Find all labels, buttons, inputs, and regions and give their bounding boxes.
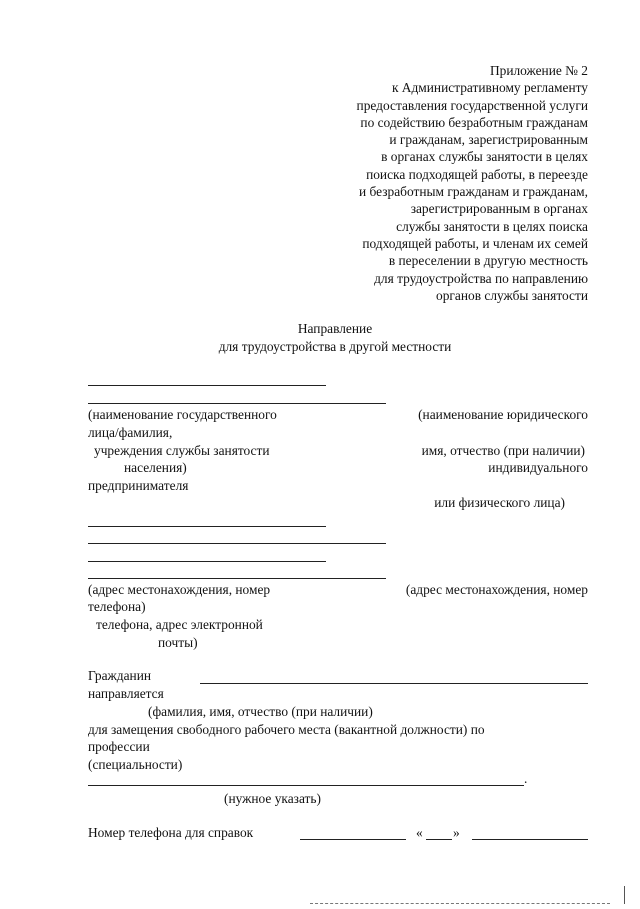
day-blank-line (426, 839, 452, 840)
period: . (524, 771, 528, 786)
citizen-label: Гражданин (88, 668, 152, 683)
address-blank-line (88, 578, 386, 579)
right-org-caption: (наименование юридического (418, 407, 588, 422)
right-address-caption: (адрес местонахождения, номер (405, 582, 588, 597)
left-org-blank-line (88, 385, 326, 386)
appendix-line: органов службы занятости (436, 287, 588, 303)
scan-edge-line (310, 903, 610, 904)
appendix-line: подходящей работы, и членам их семей (362, 235, 588, 251)
date-blank-line (472, 839, 588, 840)
left-address-caption: почты) (158, 635, 198, 650)
right-org-caption: индивидуального (488, 460, 588, 475)
purpose-text: для замещения свободного рабочего места (вакантной должности) по (88, 722, 485, 737)
hint-caption: (нужное указать) (224, 791, 321, 806)
address-blank-line (88, 526, 326, 527)
citizen-name-line (200, 683, 588, 684)
phone-label: Номер телефона для справок (88, 825, 254, 840)
appendix-line: к Административному регламенту (391, 80, 588, 96)
appendix-line: зарегистрированным в органах (410, 201, 588, 217)
phone-number-line (300, 839, 406, 840)
profession-label: профессии (88, 739, 150, 754)
address-blank-line (88, 561, 326, 562)
left-org-caption: населения) (124, 460, 187, 475)
left-address-caption: (адрес местонахождения, номер (88, 582, 271, 597)
appendix-line: предоставления государственной услуги (356, 97, 588, 113)
profession-line (88, 785, 524, 786)
quote-open: « (416, 825, 423, 840)
document-subtitle: для трудоустройства в другой местности (218, 339, 452, 354)
appendix-line: и безработным гражданам и гражданам, (358, 184, 588, 200)
left-address-caption: телефона, адрес электронной (96, 617, 263, 632)
directed-label: направляется (88, 686, 164, 701)
appendix-line: для трудоустройства по направлению (374, 270, 588, 286)
appendix-line: в органах службы занятости в целях (381, 149, 588, 165)
appendix-line: Приложение № 2 (489, 63, 588, 78)
appendix-line: службы занятости в целях поиска (396, 218, 588, 234)
appendix-line: поиска подходящей работы, в переезде (366, 166, 588, 182)
appendix-line: по содействию безработным гражданам (360, 114, 588, 130)
left-org-caption: (наименование государственного (88, 407, 277, 422)
scan-edge-mark (624, 886, 625, 904)
appendix-line: в переселении в другую местность (388, 253, 588, 269)
right-org-caption: или физического лица) (434, 495, 565, 510)
address-blank-line (88, 543, 386, 544)
left-org-caption: предпринимателя (88, 478, 189, 493)
right-org-caption: имя, отчество (при наличии) (421, 443, 585, 458)
left-org-caption: учреждения службы занятости (94, 443, 270, 458)
name-caption: (фамилия, имя, отчество (при наличии) (148, 704, 373, 719)
quote-close: » (453, 825, 460, 840)
left-address-caption: телефона) (88, 599, 146, 614)
specialty-label: (специальности) (88, 757, 183, 772)
appendix-line: и гражданам, зарегистрированным (389, 132, 588, 148)
left-org-caption: лица/фамилия, (88, 425, 173, 440)
document-title: Направление (297, 321, 373, 336)
appendix-block (357, 62, 588, 304)
org-blank-line (88, 403, 386, 404)
